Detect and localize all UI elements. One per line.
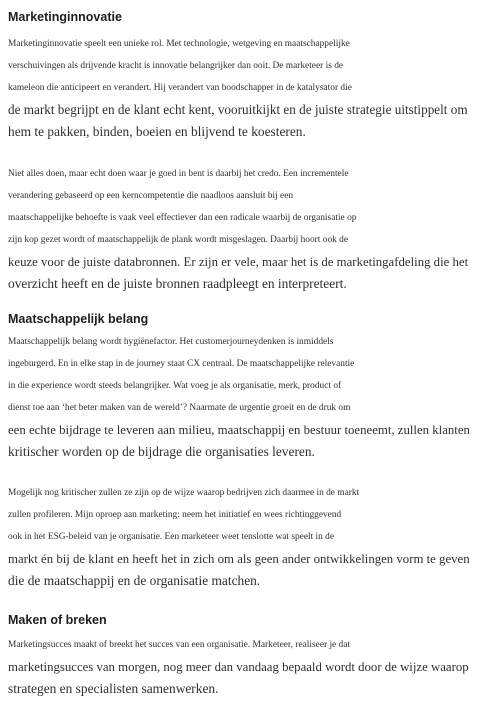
paragraph-line: de markt begrijpt en de klant echt kent, vooruitkijkt en de juiste strategie uitstippelt om — [8, 102, 468, 117]
paragraph-line: keuze voor de juiste databronnen. Er zijn er vele, maar het is de marketingafdeling die het — [8, 255, 469, 269]
paragraph-line: dienst toe aan ‘het beter maken van de wereld’? Naarmate de urgentie groeit en de druk om — [8, 403, 351, 413]
paragraph-line: kritischer worden op de bijdrage die organisaties leveren. — [8, 444, 315, 459]
paragraph-line: strategen en specialisten samenwerken. — [8, 681, 219, 696]
paragraph — [8, 634, 469, 700]
paragraph-line: Niet alles doen, maar echt doen waar je goed in bent is daarbij het credo. Een incrementele — [8, 169, 349, 179]
paragraph-line: overzicht heeft en de juiste bronnen raadpleegt en interpreteert. — [8, 276, 347, 291]
paragraph-line: Marketinginnovatie speelt een unieke rol. Met technologie, wetgeving en maatschappelijke — [8, 39, 350, 49]
paragraph-line: hem te pakken, binden, boeien en blijvend te koesteren. — [8, 124, 306, 139]
paragraph-line: die de maatschappij en de organisatie matchen. — [8, 573, 261, 588]
paragraph-line: zijn kop gezet wordt of maatschappelijk de plank wordt misgeslagen. Daarbij hoort ook de — [8, 235, 349, 245]
paragraph-line: een echte bijdrage te leveren aan milieu, maatschappij en bestuur toeneemt, zullen klanten — [8, 423, 470, 437]
paragraph-line: maatschappelijke behoefte is vaak veel effectiever dan een radicale waarbij de organisatie op — [8, 213, 357, 223]
paragraph — [8, 331, 470, 463]
paragraph — [8, 482, 470, 592]
paragraph-line: markt én bij de klant en heeft het in zich om als geen ander ontwikkelingen vorm te geven — [8, 552, 470, 566]
paragraph-line: kameleon die anticipeert en verandert. Hij verandert van boodschapper in de katalysator die — [8, 83, 352, 93]
paragraph-line: marketingsucces van morgen, nog meer dan vandaag bepaald wordt door de wijze waarop — [8, 660, 469, 674]
paragraph — [8, 33, 468, 143]
paragraph-line: Mogelijk nog kritischer zullen ze zijn op de wijze waarop bedrijven zich daarmee in de markt — [8, 488, 360, 498]
paragraph-line: zullen profileren. Mijn oproep aan marketing: neem het initiatief en wees richtinggevend — [8, 510, 342, 520]
paragraph-line: in die experience wordt steeds belangrijker. Wat voeg je als organisatie, merk, product of — [8, 381, 342, 391]
paragraph — [8, 163, 468, 295]
section-heading-marketinginnovatie: Marketinginnovatie — [8, 10, 122, 24]
paragraph-line: verschuivingen als drijvende kracht is innovatie belangrijker dan ooit. De marketeer is de — [8, 61, 344, 71]
paragraph-line: ingeburgerd. En in elke stap in de journey staat CX centraal. De maatschappelijke relevantie — [8, 359, 355, 369]
paragraph-line: verandering gebaseerd op een kerncompetentie die naadloos aansluit bij een — [8, 191, 294, 201]
section-heading-maken-of-breken: Maken of breken — [8, 613, 107, 627]
paragraph-line: ook in het ESG-beleid van je organisatie. Een marketeer weet tenslotte wat speelt in de — [8, 532, 335, 542]
paragraph-line: Marketingsucces maakt of breekt het succes van een organisatie. Marketeer, realiseer je dat — [8, 640, 351, 650]
section-heading-maatschappelijk-belang: Maatschappelijk belang — [8, 312, 149, 326]
paragraph-line: Maatschappelijk belang wordt hygiënefactor. Het customerjourneydenken is inmiddels — [8, 337, 334, 347]
